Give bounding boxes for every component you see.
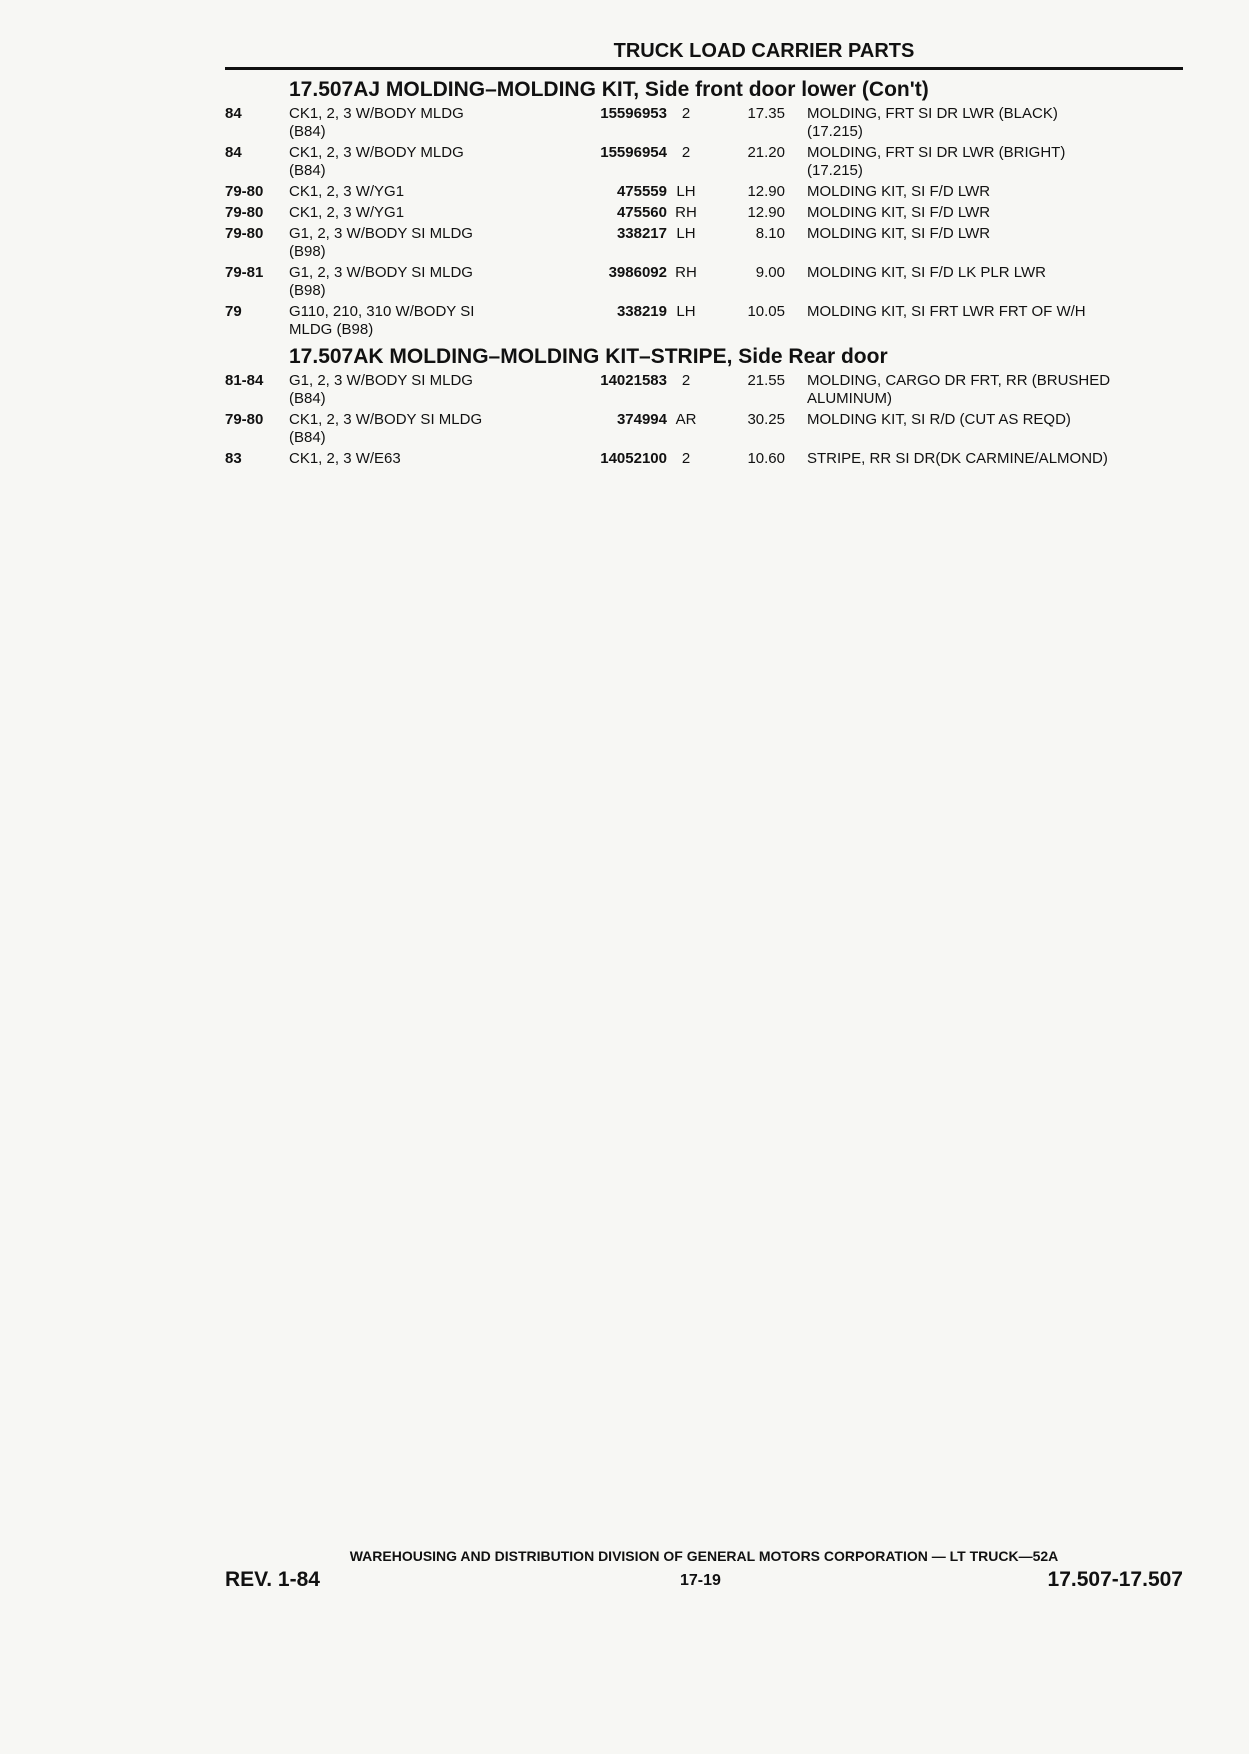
part-model: CK1, 2, 3 W/YG1 xyxy=(289,204,405,221)
part-desc: MOLDING KIT, SI F/D LWR xyxy=(807,225,991,242)
part-yr: 79 xyxy=(225,303,242,320)
part-desc: MOLDING KIT, SI R/D (CUT AS REQD) xyxy=(807,411,1071,428)
part-row xyxy=(225,411,1183,447)
part-row xyxy=(225,105,1183,141)
footer-section-range: 17.507-17.507 xyxy=(1047,1568,1183,1591)
footer-publisher-line: WAREHOUSING AND DISTRIBUTION DIVISION OF GENERAL MOTORS CORPORATION — LT TRUCK—52A xyxy=(349,1548,1059,1564)
part-part: 15596953 xyxy=(600,105,667,122)
part-part: 14052100 xyxy=(600,450,667,467)
part-qty: LH xyxy=(676,225,696,242)
part-price: 10.60 xyxy=(747,450,785,467)
part-row xyxy=(225,204,1183,222)
footer-revision: REV. 1-84 xyxy=(225,1568,320,1591)
part-part: 374994 xyxy=(616,411,667,428)
part-row xyxy=(225,450,1183,468)
part-desc: MOLDING, CARGO DR FRT, RR (BRUSHED ALUMINUM) xyxy=(807,372,1111,407)
part-desc: MOLDING KIT, SI F/D LK PLR LWR xyxy=(807,264,1046,281)
part-desc: MOLDING KIT, SI FRT LWR FRT OF W/H xyxy=(807,303,1086,320)
part-qty: 2 xyxy=(681,105,691,122)
part-part: 475560 xyxy=(616,204,667,221)
part-row xyxy=(225,183,1183,201)
part-row xyxy=(225,303,1183,339)
part-yr: 79-80 xyxy=(225,225,264,242)
part-yr: 79-81 xyxy=(225,264,264,281)
part-price: 30.25 xyxy=(747,411,785,428)
part-price: 17.35 xyxy=(747,105,785,122)
part-part: 3986092 xyxy=(608,264,667,281)
part-qty: AR xyxy=(675,411,697,428)
part-qty: 2 xyxy=(681,144,691,161)
part-model: G110, 210, 310 W/BODY SI MLDG (B98) xyxy=(289,303,475,338)
part-yr: 84 xyxy=(225,105,242,122)
parts-sections xyxy=(225,78,1183,468)
part-desc: MOLDING, FRT SI DR LWR (BRIGHT) (17.215) xyxy=(807,144,1066,179)
part-qty: RH xyxy=(675,264,697,281)
part-model: G1, 2, 3 W/BODY SI MLDG (B98) xyxy=(289,225,473,260)
part-model: G1, 2, 3 W/BODY SI MLDG (B98) xyxy=(289,264,473,299)
part-part: 338217 xyxy=(616,225,667,242)
part-price: 12.90 xyxy=(747,183,785,200)
page-title: TRUCK LOAD CARRIER PARTS xyxy=(613,40,915,62)
part-price: 12.90 xyxy=(747,204,785,221)
part-price: 21.55 xyxy=(747,372,785,389)
part-qty: LH xyxy=(676,303,696,320)
part-model: CK1, 2, 3 W/YG1 xyxy=(289,183,405,200)
part-desc: MOLDING, FRT SI DR LWR (BLACK) (17.215) xyxy=(807,105,1058,140)
part-part: 14021583 xyxy=(600,372,667,389)
part-yr: 83 xyxy=(225,450,242,467)
part-qty: 2 xyxy=(681,372,691,389)
part-part: 338219 xyxy=(616,303,667,320)
part-qty: RH xyxy=(675,204,697,221)
part-price: 8.10 xyxy=(755,225,785,242)
part-desc: STRIPE, RR SI DR(DK CARMINE/ALMOND) xyxy=(807,450,1108,467)
part-desc: MOLDING KIT, SI F/D LWR xyxy=(807,204,991,221)
part-model: CK1, 2, 3 W/E63 xyxy=(289,450,401,467)
part-row xyxy=(225,144,1183,180)
footer-page-number: 17-19 xyxy=(680,1572,721,1589)
part-model: CK1, 2, 3 W/BODY SI MLDG (B84) xyxy=(289,411,483,446)
section-title: 17.507AK MOLDING–MOLDING KIT–STRIPE, Side Rear door xyxy=(289,345,888,368)
part-model: CK1, 2, 3 W/BODY MLDG (B84) xyxy=(289,144,464,179)
part-part: 15596954 xyxy=(600,144,667,161)
part-model: G1, 2, 3 W/BODY SI MLDG (B84) xyxy=(289,372,473,407)
part-qty: 2 xyxy=(681,450,691,467)
part-price: 9.00 xyxy=(755,264,785,281)
part-row xyxy=(225,372,1183,408)
part-row xyxy=(225,225,1183,261)
part-desc: MOLDING KIT, SI F/D LWR xyxy=(807,183,991,200)
header-rule xyxy=(225,67,1183,70)
part-yr: 84 xyxy=(225,144,242,161)
part-row xyxy=(225,264,1183,300)
part-qty: LH xyxy=(676,183,696,200)
part-yr: 79-80 xyxy=(225,183,264,200)
part-price: 10.05 xyxy=(747,303,785,320)
part-model: CK1, 2, 3 W/BODY MLDG (B84) xyxy=(289,105,464,140)
part-yr: 81-84 xyxy=(225,372,264,389)
section-title: 17.507AJ MOLDING–MOLDING KIT, Side front door lower (Con't) xyxy=(289,78,929,101)
part-yr: 79-80 xyxy=(225,411,264,428)
part-yr: 79-80 xyxy=(225,204,264,221)
part-part: 475559 xyxy=(616,183,667,200)
part-price: 21.20 xyxy=(747,144,785,161)
